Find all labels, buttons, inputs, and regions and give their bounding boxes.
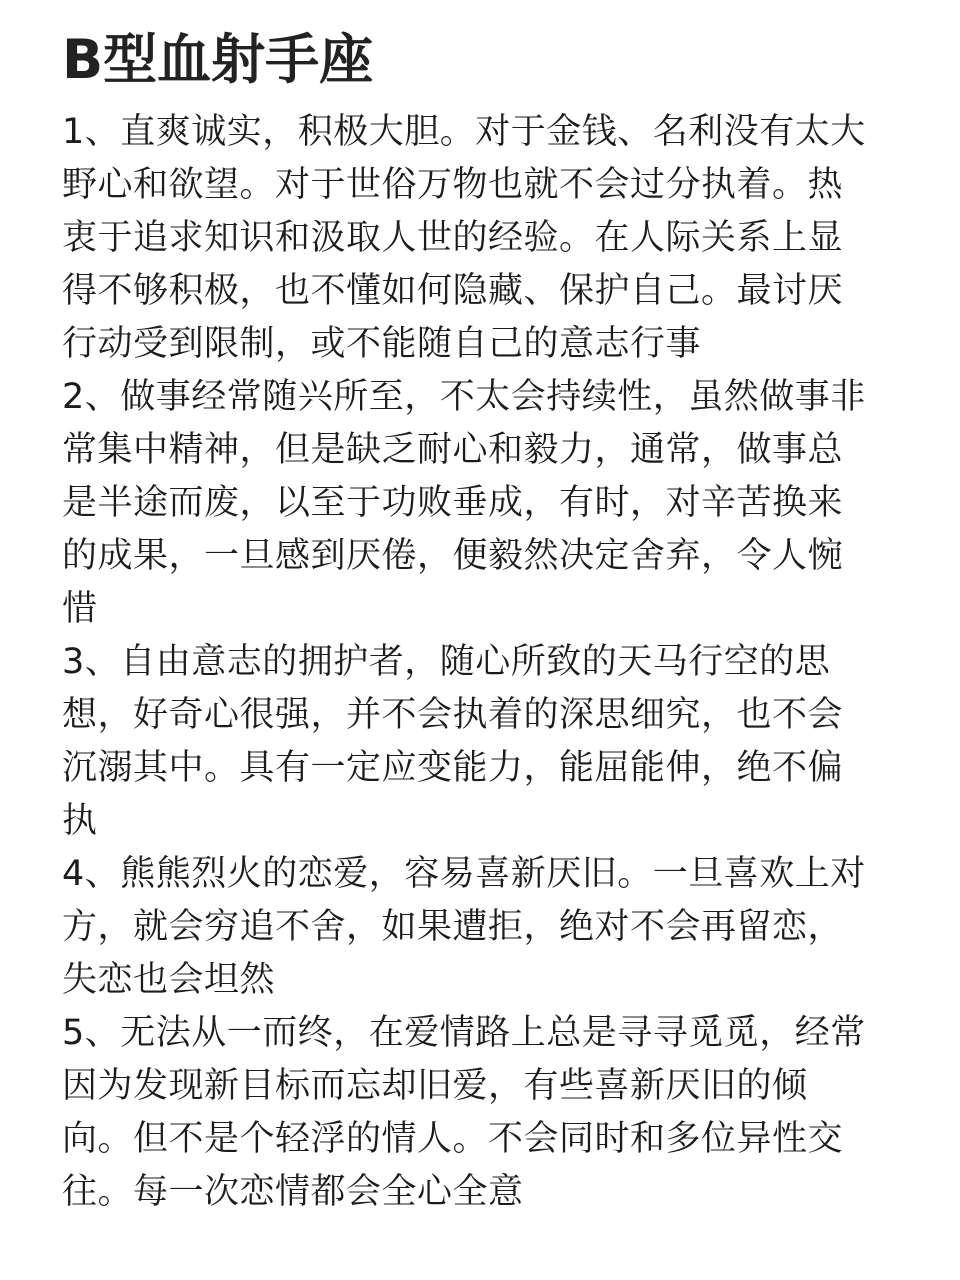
text-line: 方，就会穷追不舍，如果遭拒，绝对不会再留恋， xyxy=(62,907,844,947)
text-line: 想，好奇心很强，并不会执着的深思细究，也不会 xyxy=(62,695,844,735)
text-line: 沉溺其中。具有一定应变能力，能屈能伸，绝不偏 xyxy=(62,748,844,788)
text-line: 得不够积极，也不懂如何隐藏、保护自己。最讨厌 xyxy=(62,271,844,311)
text-line: 因为发现新目标而忘却旧爱，有些喜新厌旧的倾 xyxy=(62,1066,808,1106)
text-line: 是半途而废，以至于功败垂成，有时，对辛苦换来 xyxy=(62,483,844,523)
text-line: 4、熊熊烈火的恋爱，容易喜新厌旧。一旦喜欢上对 xyxy=(62,854,866,894)
text-line: 失恋也会坦然 xyxy=(62,960,276,1000)
text-line: 向。但不是个轻浮的情人。不会同时和多位异性交 xyxy=(62,1119,844,1159)
text-line: 往。每一次恋情都会全心全意 xyxy=(62,1172,524,1212)
text-line: 执 xyxy=(62,801,98,841)
text-line: 的成果，一旦感到厌倦，便毅然决定舍弃，令人惋 xyxy=(62,536,844,576)
text-line: 3、自由意志的拥护者，随心所致的天马行空的思 xyxy=(62,642,831,682)
text-line: 1、直爽诚实，积极大胆。对于金钱、名利没有太大 xyxy=(62,112,866,152)
text-line: 野心和欲望。对于世俗万物也就不会过分执着。热 xyxy=(62,165,844,205)
article-body xyxy=(62,106,866,1219)
page-title: B型血射手座 xyxy=(62,28,374,91)
text-line: 2、做事经常随兴所至，不太会持续性，虽然做事非 xyxy=(62,377,866,417)
text-line: 惜 xyxy=(62,589,98,629)
text-line: 常集中精神，但是缺乏耐心和毅力，通常，做事总 xyxy=(62,430,844,470)
text-line: 行动受到限制，或不能随自己的意志行事 xyxy=(62,324,702,364)
text-line: 衷于追求知识和汲取人世的经验。在人际关系上显 xyxy=(62,218,844,258)
text-line: 5、无法从一而终，在爱情路上总是寻寻觅觅，经常 xyxy=(62,1013,866,1053)
